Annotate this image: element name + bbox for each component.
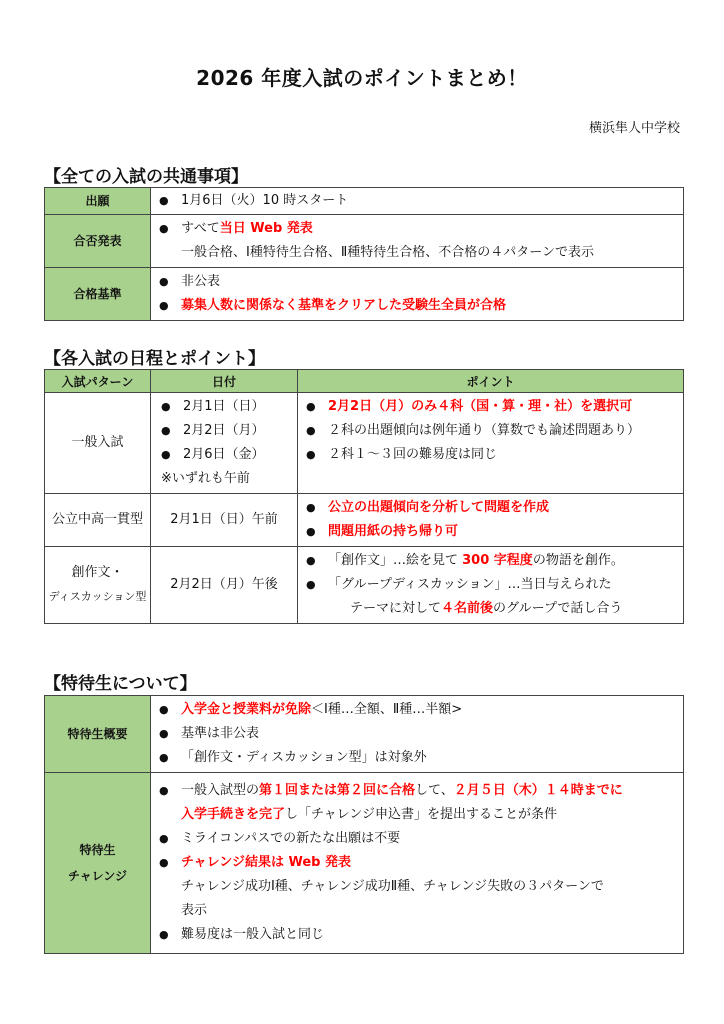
point-text: ２科１～３回の難易度は同じ bbox=[328, 447, 498, 462]
bullet-icon: ● bbox=[306, 501, 316, 514]
table-row bbox=[45, 547, 684, 624]
bullet-icon: ● bbox=[161, 424, 171, 437]
table-row bbox=[45, 188, 684, 215]
point-text: の物語を創作。 bbox=[532, 553, 624, 568]
overview-item1-red: 入学金と授業料が免除 bbox=[181, 702, 312, 717]
exam-date: 2月2日（月） bbox=[183, 423, 265, 438]
results-pre: すべて bbox=[181, 221, 220, 236]
challenge-label: チャレンジ bbox=[67, 869, 128, 883]
results-label: 合否発表 bbox=[45, 215, 151, 268]
overview-item3: 「創作文・ディスカッション型」は対象外 bbox=[181, 750, 427, 765]
bullet-icon: ● bbox=[159, 194, 169, 207]
schedule-table bbox=[44, 369, 684, 624]
column-header: ポイント bbox=[298, 370, 684, 393]
column-header: 日付 bbox=[151, 370, 298, 393]
point-text: ２科の出題傾向は例年通り（算数でも論述問題あり） bbox=[328, 423, 641, 438]
exam-date: 2月1日（日） bbox=[183, 399, 265, 414]
challenge-text: ミライコンパスでの新たな出願は不要 bbox=[181, 831, 401, 846]
column-header: 入試パターン bbox=[45, 370, 151, 393]
application-text: 1月6日（火）10 時スタート bbox=[181, 193, 349, 208]
exam-note: ※いずれも午前 bbox=[161, 471, 250, 486]
challenge-text-red: 入学手続きを完了 bbox=[181, 807, 286, 822]
table-row bbox=[45, 773, 684, 954]
exam-name: 一般入試 bbox=[45, 393, 151, 494]
bullet-icon: ● bbox=[306, 525, 316, 538]
bullet-icon: ● bbox=[159, 832, 169, 845]
point-text: 「創作文」…絵を見て bbox=[328, 553, 463, 568]
criteria-item2: 募集人数に関係なく基準をクリアした受験生全員が合格 bbox=[181, 298, 507, 313]
point-text: 公立の出題傾向を分析して問題を作成 bbox=[328, 500, 550, 515]
table-row bbox=[45, 215, 684, 268]
bullet-icon: ● bbox=[159, 727, 169, 740]
criteria-item1: 非公表 bbox=[181, 274, 221, 289]
point-text: 問題用紙の持ち帰り可 bbox=[328, 524, 459, 539]
table-row bbox=[45, 494, 684, 547]
bullet-icon: ● bbox=[159, 928, 169, 941]
challenge-text-red: ２月５日（木）１４時までに bbox=[453, 783, 623, 798]
point-text-red: ４名前後 bbox=[441, 601, 494, 616]
scholarship-table bbox=[44, 695, 684, 954]
overview-item2: 基準は非公表 bbox=[181, 726, 260, 741]
challenge-text: し「チャレンジ申込書」を提出することが条件 bbox=[285, 807, 557, 822]
results-red: 当日 Web 発表 bbox=[219, 221, 313, 236]
table-row bbox=[45, 696, 684, 773]
overview-item1: ＜Ⅰ種…全額、Ⅱ種…半額> bbox=[311, 702, 463, 717]
point-text: テーマに対して bbox=[350, 601, 442, 616]
challenge-text: 表示 bbox=[181, 903, 208, 918]
challenge-text: 難易度は一般入試と同じ bbox=[181, 927, 325, 942]
point-text: のグループで話し合う bbox=[493, 601, 623, 616]
school-name: 横浜隼人中学校 bbox=[588, 121, 680, 136]
bullet-icon: ● bbox=[159, 784, 169, 797]
overview-label: 特待生概要 bbox=[45, 696, 151, 773]
section-heading-schedule: 【各入試の日程とポイント】 bbox=[44, 349, 265, 369]
bullet-icon: ● bbox=[161, 448, 171, 461]
challenge-text: して、 bbox=[415, 783, 454, 798]
point-text: 2月2日（月）のみ４科（国・算・理・社）を選択可 bbox=[328, 399, 633, 414]
exam-date: 2月2日（月）午後 bbox=[151, 547, 298, 624]
challenge-text: チャレンジ成功Ⅰ種、チャレンジ成功Ⅱ種、チャレンジ失敗の３パターンで bbox=[181, 879, 604, 894]
bullet-icon: ● bbox=[159, 751, 169, 764]
common-table bbox=[44, 187, 684, 321]
bullet-icon: ● bbox=[306, 424, 316, 437]
results-detail: 一般合格、Ⅰ種特待生合格、Ⅱ種特待生合格、不合格の４パターンで表示 bbox=[181, 245, 594, 260]
exam-date: 2月6日（金） bbox=[183, 447, 265, 462]
section-heading-scholarship: 【特待生について】 bbox=[44, 674, 197, 694]
application-label: 出願 bbox=[45, 188, 151, 215]
bullet-icon: ● bbox=[306, 448, 316, 461]
table-header-row bbox=[45, 370, 684, 393]
point-text-red: 300 字程度 bbox=[462, 553, 533, 568]
challenge-text: 一般入試型の bbox=[181, 783, 260, 798]
challenge-text-red: チャレンジ結果は Web 発表 bbox=[181, 855, 352, 870]
challenge-text-red: 第１回または第２回に合格 bbox=[259, 783, 416, 798]
bullet-icon: ● bbox=[159, 299, 169, 312]
bullet-icon: ● bbox=[161, 400, 171, 413]
table-row bbox=[45, 268, 684, 321]
bullet-icon: ● bbox=[306, 578, 316, 591]
bullet-icon: ● bbox=[306, 400, 316, 413]
point-text: 「グループディスカッション」…当日与えられた bbox=[328, 577, 612, 592]
bullet-icon: ● bbox=[159, 222, 169, 235]
challenge-label: 特待生 bbox=[79, 843, 116, 857]
section-heading-common: 【全ての入試の共通事項】 bbox=[44, 167, 248, 187]
exam-date: 2月1日（日）午前 bbox=[151, 494, 298, 547]
page-title: 2026 年度入試のポイントまとめ！ bbox=[196, 66, 528, 90]
criteria-label: 合格基準 bbox=[45, 268, 151, 321]
exam-name: 公立中高一貫型 bbox=[45, 494, 151, 547]
table-row bbox=[45, 393, 684, 494]
exam-name: ディスカッション型 bbox=[48, 590, 147, 603]
bullet-icon: ● bbox=[159, 703, 169, 716]
bullet-icon: ● bbox=[306, 554, 316, 567]
bullet-icon: ● bbox=[159, 275, 169, 288]
bullet-icon: ● bbox=[159, 856, 169, 869]
exam-name: 創作文・ bbox=[71, 565, 124, 580]
